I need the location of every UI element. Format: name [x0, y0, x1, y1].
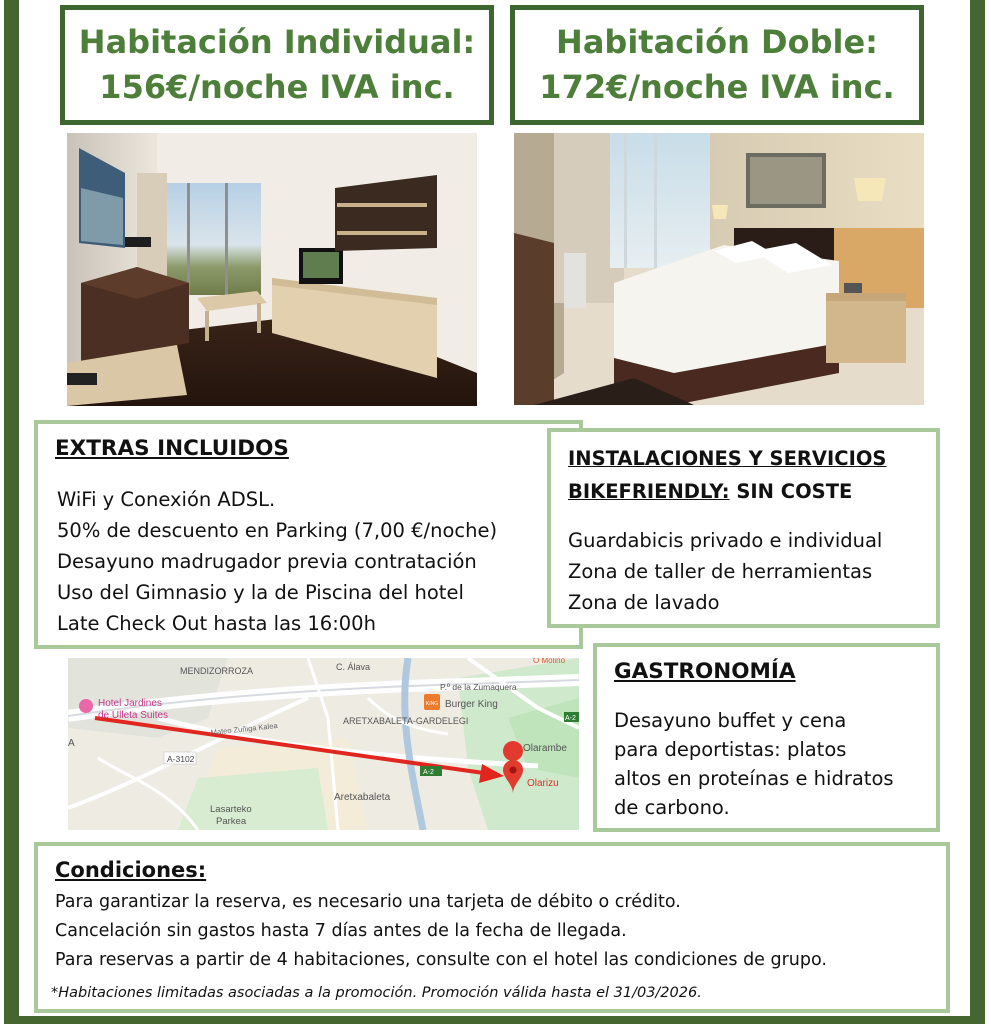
map-label-a: A [68, 738, 75, 749]
burger-king-logo-text: KING [425, 701, 439, 707]
map-label-a3102: A-3102 [167, 754, 195, 764]
bikefriendly-box [547, 428, 940, 628]
bikefriendly-label: BIKEFRIENDLY: [568, 480, 730, 503]
double-room-photo [514, 133, 924, 405]
map-label-calava: C. Álava [336, 662, 371, 672]
map-label-hotel-line2: de Ulleta Suites [98, 710, 169, 721]
gastronomia-box [593, 643, 940, 832]
conditions-note: *Habitaciones limitadas asociadas a la promoción. Promoción válida hasta el 31/03/2026. [51, 985, 702, 1001]
gastronomia-line-2: para deportistas: platos [614, 738, 847, 761]
extras-box [34, 420, 583, 649]
extras-item-parking: 50% de descuento en Parking (7,00 €/noche) [57, 519, 498, 542]
extras-title: EXTRAS INCLUIDOS [55, 436, 289, 461]
map-label-hotel-line1: Hotel Jardines [98, 698, 162, 709]
bike-item-wash: Zona de lavado [568, 591, 720, 614]
bikefriendly-title: INSTALACIONES Y SERVICIOS [568, 447, 887, 470]
map-label-molino: O Molino [533, 658, 566, 665]
bike-item-storage: Guardabicis privado e individual [568, 529, 883, 552]
map-label-gardelegi: ARETXABALETA-GARDELEGI [343, 716, 469, 726]
price-individual-title: Habitación Individual: [78, 23, 476, 61]
conditions-line-2: Cancelación sin gastos hasta 7 días antes de la fecha de llegada. [55, 921, 627, 941]
extras-item-checkout: Late Check Out hasta las 16:00h [57, 612, 376, 635]
map-label-a2-mid: A-2 [423, 769, 434, 776]
map-label-zumaquera: P.º de la Zumaquera [440, 682, 517, 692]
location-map [68, 658, 579, 830]
individual-room-photo [67, 133, 477, 406]
price-doble-title: Habitación Doble: [556, 23, 878, 61]
page-frame-bottom [4, 1016, 985, 1024]
map-label-a2-top: A-2 [565, 715, 576, 722]
gastronomia-line-1: Desayuno buffet y cena [614, 709, 847, 732]
map-label-parkea: Parkea [216, 816, 247, 827]
price-individual-amount: 156€/noche IVA inc. [99, 68, 455, 106]
extras-item-wifi: WiFi y Conexión ADSL. [57, 488, 276, 511]
price-doble-box [510, 5, 924, 125]
gastronomia-line-3: altos en proteínas e hidratos [614, 767, 894, 790]
page-frame-left [4, 0, 19, 1024]
map-label-mateo-zuniga: Mateo Zuñiga Kalea [210, 721, 278, 737]
extras-item-gym: Uso del Gimnasio y la de Piscina del hotel [57, 581, 464, 604]
conditions-box [34, 842, 950, 1013]
extras-item-breakfast: Desayuno madrugador previa contratación [57, 550, 477, 573]
gastronomia-line-4: de carbono. [614, 796, 730, 819]
bike-item-workshop: Zona de taller de herramientas [568, 560, 873, 583]
conditions-line-3: Para reservas a partir de 4 habitaciones, consulte con el hotel las condiciones de grupo. [55, 950, 827, 970]
map-label-lasarteko: Lasarteko [210, 804, 252, 815]
page-frame-right [970, 0, 985, 1024]
bikefriendly-cost: SIN COSTE [729, 480, 853, 503]
price-doble-amount: 172€/noche IVA inc. [539, 68, 895, 106]
map-label-olarambe: Olarambe [523, 743, 567, 754]
map-label-burger-king: Burger King [445, 699, 498, 710]
price-individual-box [60, 5, 494, 125]
conditions-title: Condiciones: [55, 858, 207, 882]
conditions-line-1: Para garantizar la reserva, es necesario una tarjeta de débito o crédito. [55, 892, 681, 912]
map-label-aretxabaleta: Aretxabaleta [334, 792, 391, 803]
map-label-mendizorroza: MENDIZORROZA [180, 666, 253, 676]
map-label-olarizu: Olarizu [527, 778, 559, 789]
bikefriendly-subtitle [568, 480, 852, 503]
gastronomia-title: GASTRONOMÍA [614, 659, 796, 684]
